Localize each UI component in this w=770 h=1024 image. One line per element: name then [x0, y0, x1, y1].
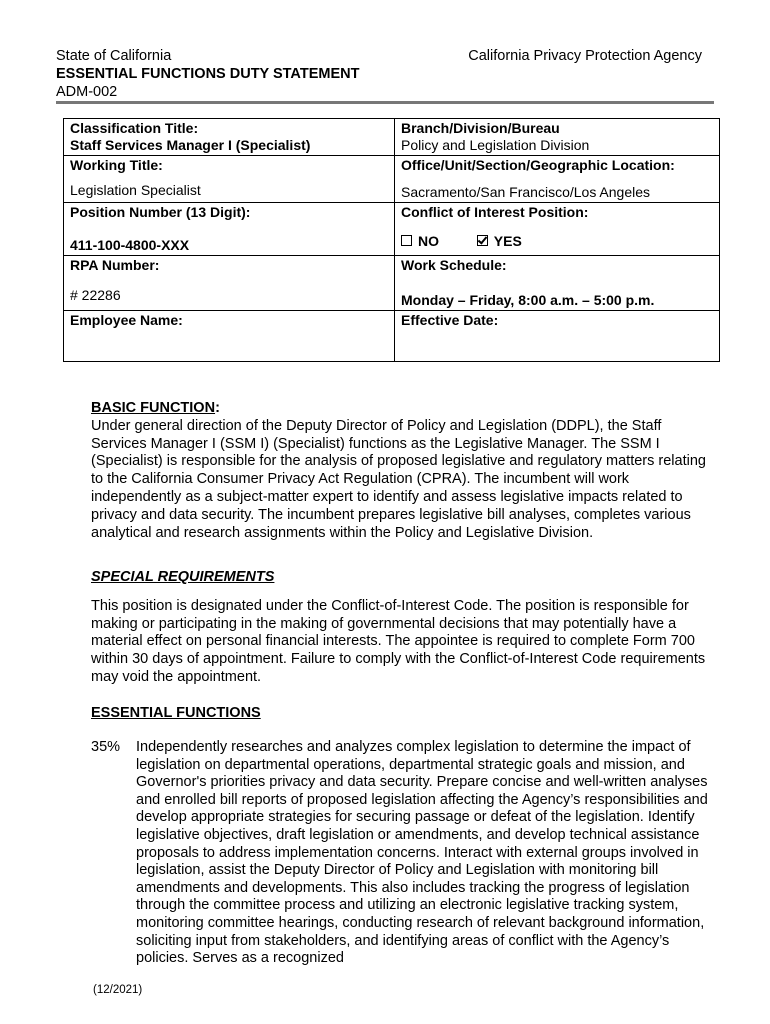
work-schedule-label: Work Schedule:: [401, 257, 507, 273]
essential-function-item: [91, 739, 714, 968]
office-cell: [395, 156, 720, 203]
checkbox-no[interactable]: [401, 235, 412, 246]
basic-function-heading: BASIC FUNCTION: [91, 400, 216, 416]
working-title-cell: [64, 156, 395, 203]
classification-label: Classification Title:: [70, 120, 199, 136]
conflict-yes-label: YES: [493, 233, 522, 249]
special-requirements-section: [91, 569, 714, 687]
rpa-label: RPA Number:: [70, 257, 160, 273]
position-info-table: [63, 118, 720, 362]
position-number-cell: [64, 203, 395, 256]
form-number: ADM-002: [56, 84, 118, 100]
conflict-cell: [395, 203, 720, 256]
function-text: Independently researches and analyzes complex legislation to determine the impact of legislation on departmental operations, departmental strategic goals and mission, and Governor's priorities privacy and data security. Prepare concise and well-written analyses and enrolled bill reports of proposed legislation affecting the Agency’s responsibilities and develop appropriate strategies for securing passage or defeat of the legislation. Identify legislative objectives, draft legislation or amendments, and develop technical assistance proposals to address implementation concerns. Interact with external groups involved in legislation, assist the Deputy Director of Policy and Legislation with monitoring bill amendments and developments. This also includes tracking the progress of legislation through the committee process and utilizing an electronic legislative tracking system, monitoring committee hearings, conducting research of relevant background information, soliciting input from stakeholders, and identifying areas of conflict with the Agency’s policies. Serves as a recognized: [136, 739, 708, 967]
rpa-cell: [64, 256, 395, 311]
basic-function-colon: :: [215, 400, 220, 416]
classification-cell: [64, 119, 395, 156]
essential-functions-section: [91, 705, 714, 723]
branch-value: Policy and Legislation Division: [401, 137, 590, 153]
employee-name-cell: [64, 311, 395, 362]
special-requirements-heading: SPECIAL REQUIREMENTS: [91, 569, 275, 585]
rpa-value: # 22286: [70, 287, 121, 303]
work-schedule-cell: [395, 256, 720, 311]
conflict-label: Conflict of Interest Position:: [401, 204, 589, 220]
document-header: [56, 47, 359, 101]
agency-name: California Privacy Protection Agency: [468, 48, 702, 64]
function-percent: 35%: [91, 739, 121, 755]
revision-date: (12/2021): [93, 984, 143, 996]
branch-cell: [395, 119, 720, 156]
work-schedule-value: Monday – Friday, 8:00 a.m. – 5:00 p.m.: [401, 292, 655, 308]
office-value: Sacramento/San Francisco/Los Angeles: [401, 184, 651, 200]
branch-label: Branch/Division/Bureau: [401, 120, 560, 136]
position-number-label: Position Number (13 Digit):: [70, 204, 251, 220]
employee-name-label: Employee Name:: [70, 312, 183, 328]
classification-value: Staff Services Manager I (Specialist): [70, 137, 311, 153]
conflict-no-label: NO: [418, 233, 439, 249]
office-label: Office/Unit/Section/Geographic Location:: [401, 157, 675, 173]
state-label: State of California: [56, 48, 172, 64]
conflict-options: [401, 233, 713, 250]
working-title-label: Working Title:: [70, 157, 163, 173]
position-number-value: 411-100-4800-XXX: [70, 237, 190, 253]
effective-date-cell: [395, 311, 720, 362]
checkbox-yes[interactable]: [477, 235, 488, 246]
essential-functions-heading: ESSENTIAL FUNCTIONS: [91, 705, 261, 721]
working-title-value: Legislation Specialist: [70, 182, 201, 198]
header-divider: [56, 101, 714, 104]
document-title: ESSENTIAL FUNCTIONS DUTY STATEMENT: [56, 66, 360, 82]
basic-function-text: Under general direction of the Deputy Director of Policy and Legislation (DDPL), the Staff Services Manager I (SSM I) (Specialist) functions as the Legislative Manager. The SSM I (Specialist) is responsible for the analysis of proposed legislative and regulatory matters relating to the California Consumer Privacy Act Regulation (CPRA). The incumbent will work independently as a subject-matter expert to identify and assess legislative impacts related to privacy and data security. The incumbent prepares legislative bill analyses, completes various analytical and research assignments within the Policy and Legislative Division.: [91, 417, 706, 541]
effective-date-label: Effective Date:: [401, 312, 499, 328]
basic-function-section: [91, 400, 714, 542]
special-requirements-text: This position is designated under the Conflict-of-Interest Code. The position is responsible for making or participating in the making of governmental decisions that may potentially have a material effect on personal financial interests. The appointee is required to complete Form 700 within 30 days of appointment. Failure to comply with the Conflict-of-Interest Code requirements may void the appointment.: [91, 597, 706, 685]
